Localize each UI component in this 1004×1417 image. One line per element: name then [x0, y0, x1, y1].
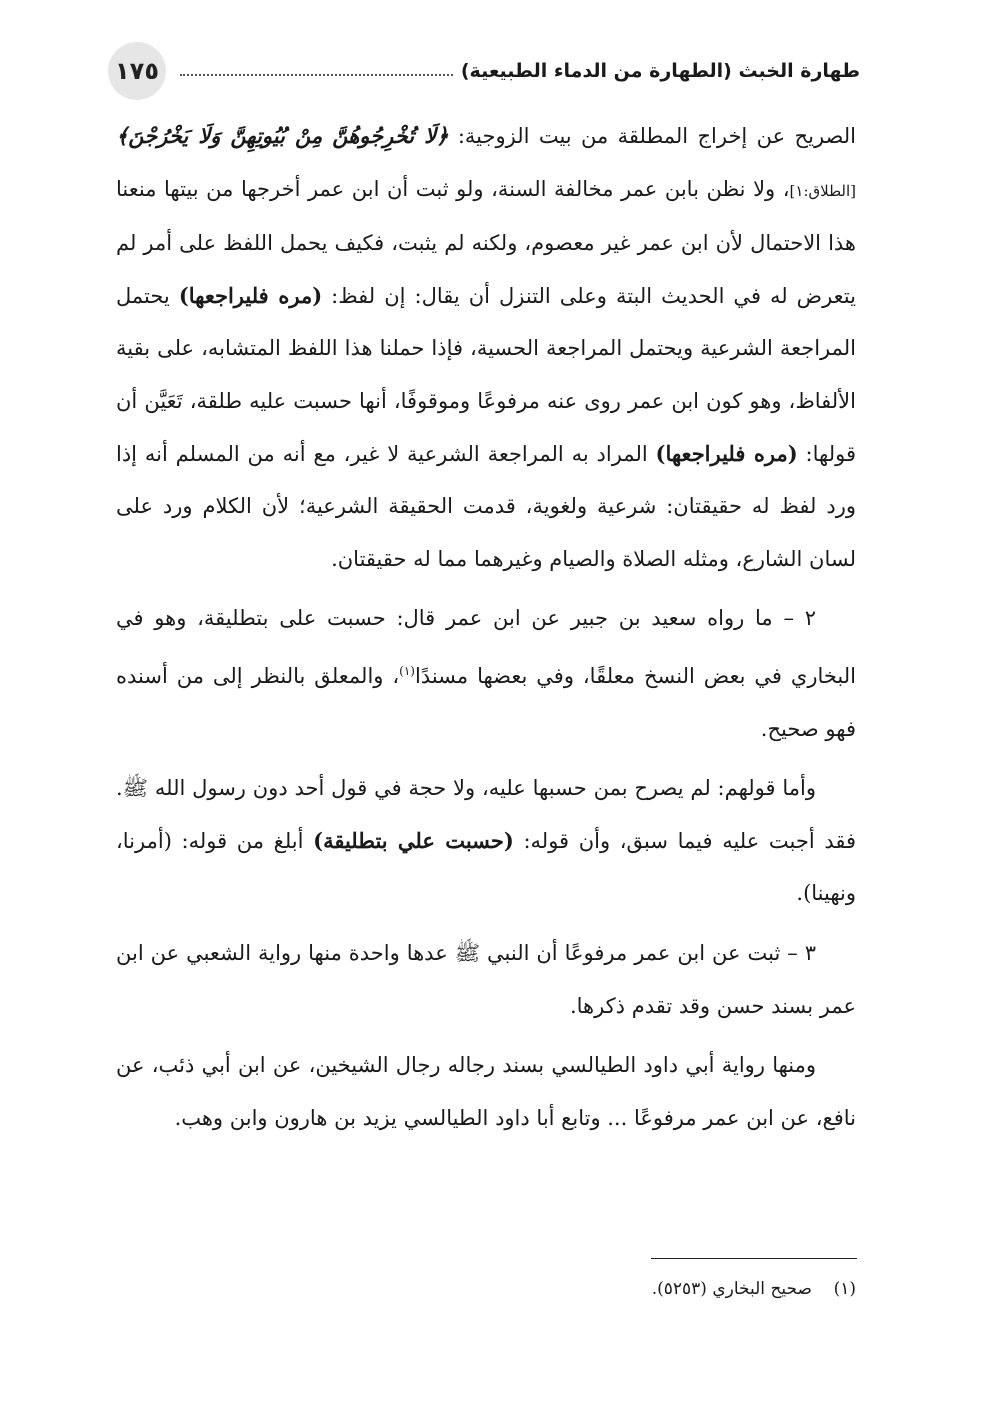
- footnote-1: [116, 1274, 856, 1304]
- verse-reference: [الطلاق:١]: [789, 181, 856, 200]
- p3-text-2: أبلغ من قوله: (أمرنا، ونهينا).: [116, 828, 856, 906]
- p1-bold-2: (مره فليراجعها): [655, 440, 798, 466]
- p1-text-1: ، ولا نظن بابن عمر مخالفة السنة، ولو ثبت أن ابن عمر أخرجها من بيتها منعنا هذا الاحتمال لأن ابن عمر غير معصوم، ولكنه لم يثبت، فكيف يحمل اللفظ على أمر لم يتعرض له في الحديث البتة وعلى التنزل أن يقال: إن لفظ:: [116, 176, 856, 308]
- page-number-badge: [108, 42, 166, 100]
- page-header: [108, 42, 860, 100]
- p1-text-2: يحتمل المراجعة الشرعية ويحتمل المراجعة الحسية، فإذا حملنا هذا اللفظ المتشابه، على بقية الألفاظ، وهو كون ابن عمر روى عنه مرفوعًا وموقوفًا، أنها حسبت عليه طلقة، تَعَيَّن أن قولها:: [116, 283, 856, 466]
- footnotes: [116, 1274, 856, 1304]
- p2-text-2: ، والمعلق بالنظر إلى من أسنده فهو صحيح.: [116, 663, 856, 741]
- p2-text-1: ٢ – ما رواه سعيد بن جبير عن ابن عمر قال: حسبت على بتطليقة، وهو في البخاري في بعض النسخ معلقًا، وفي بعضها مسندًا: [116, 606, 856, 688]
- dotted-leader: [180, 74, 453, 76]
- p3-text-1: وأما قولهم: لم يصرح بمن حسبها عليه، ولا حجة في قول أحد دون رسول الله ﷺ. فقد أجبت عليه فيما سبق، وأن قوله:: [116, 776, 857, 853]
- paragraph-3: [116, 762, 856, 920]
- paragraph-2: [116, 592, 856, 755]
- paragraph-1: [116, 110, 856, 585]
- footnote-marker: (١): [399, 663, 415, 678]
- paragraph-4: ٣ – ثبت عن ابن عمر مرفوعًا أن النبي ﷺ عدها واحدة منها رواية الشعبي عن ابن عمر بسند حسن وقد تقدم ذكرها.: [116, 940, 856, 1018]
- footnote-text: صحيح البخاري (٥٢٥٣).: [651, 1279, 812, 1299]
- footnote-divider: [651, 1258, 857, 1259]
- running-title: طهارة الخبث (الطهارة من الدماء الطبيعية): [460, 60, 860, 82]
- quran-verse: ﴿لَا تُخْرِجُوهُنَّ مِنْ بُيُوتِهِنَّ وَلَا يَخْرُجْنَ﴾: [116, 123, 449, 148]
- page-number: ١٧٥: [115, 57, 159, 85]
- p1-text-3: المراد به المراجعة الشرعية لا غير، مع أنه من المسلم أنه إذا ورد لفظ له حقيقتان: شرعية ولغوية، قدمت الحقيقة الشرعية؛ لأن الكلام ورد على لسان الشارع، ومثله الصلاة والصيام وغيرهما مما له حقيقتان.: [116, 441, 856, 571]
- main-text: [116, 110, 856, 1151]
- paragraph-5: ومنها رواية أبي داود الطيالسي بسند رجاله رجال الشيخين، عن ابن أبي ذئب، عن نافع، عن ابن عمر مرفوعًا ... وتابع أبا داود الطيالسي يزيد بن هارون وابن وهب.: [116, 1053, 856, 1130]
- p3-bold-1: (حسبت علي بتطليقة): [313, 827, 514, 853]
- footnote-number: (١): [833, 1279, 856, 1299]
- p1-intro: الصريح عن إخراج المطلقة من بيت الزوجية:: [457, 124, 856, 148]
- p1-bold-1: (مره فليراجعها): [178, 282, 323, 308]
